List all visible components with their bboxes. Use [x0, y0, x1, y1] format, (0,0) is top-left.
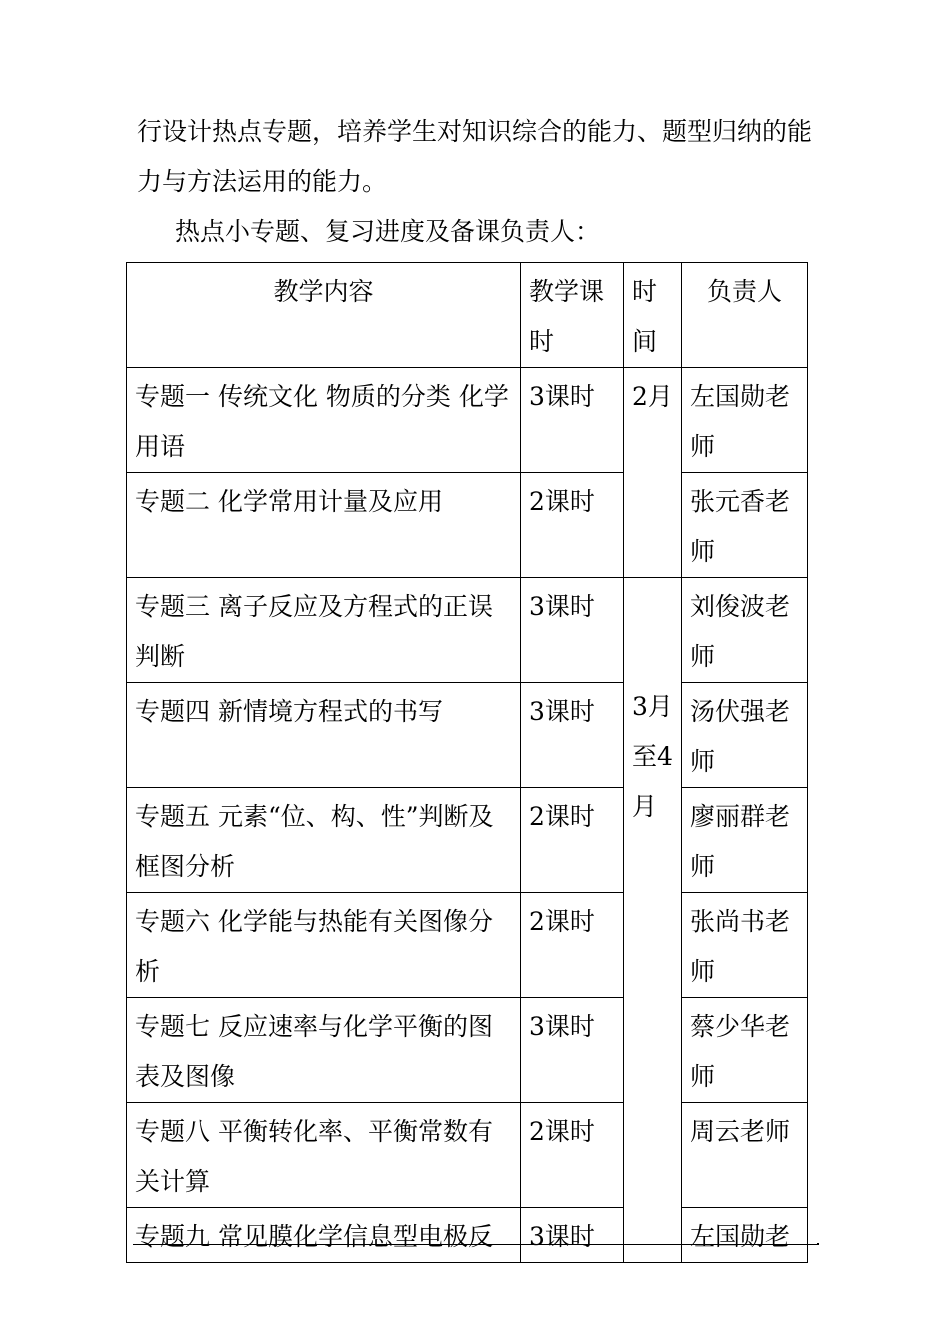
table-row [127, 578, 808, 683]
row-content: 专题七 反应速率与化学平衡的图表及图像 [127, 998, 521, 1103]
header-time: 时间 [624, 263, 682, 368]
row-hours: 2课时 [521, 893, 624, 998]
header-content: 教学内容 [127, 263, 521, 368]
header-hours: 教学课时 [521, 263, 624, 368]
row-content: 专题五 元素“位、构、性”判断及框图分析 [127, 788, 521, 893]
row-hours: 2课时 [521, 473, 624, 578]
header-owner: 负责人 [682, 263, 808, 368]
table-row [127, 998, 808, 1103]
table-row [127, 1208, 808, 1263]
row-owner: 周云老师 [682, 1103, 808, 1208]
row-hours: 3课时 [521, 683, 624, 788]
row-content: 专题八 平衡转化率、平衡常数有关计算 [127, 1103, 521, 1208]
row-owner: 左国勋老师 [682, 368, 808, 473]
table-row [127, 473, 808, 578]
row-hours: 3课时 [521, 578, 624, 683]
row-content: 专题一 传统文化 物质的分类 化学用语 [127, 368, 521, 473]
body-paragraph-line-1: 行设计热点专题，培养学生对知识综合的能力、题型归纳的能 [137, 117, 813, 146]
row-hours: 3课时 [521, 368, 624, 473]
table-intro-text: 热点小专题、复习进度及备课负责人： [175, 217, 601, 246]
row-owner: 汤伏强老师 [682, 683, 808, 788]
row-owner: 蔡少华老师 [682, 998, 808, 1103]
row-hours: 3课时 [521, 1208, 624, 1263]
row-owner: 左国勋老 [682, 1208, 808, 1263]
time-group-mar-apr: 3月至4月 [624, 578, 682, 1263]
row-content: 专题四 新情境方程式的书写 [127, 683, 521, 788]
row-content: 专题九 常见膜化学信息型电极反 [127, 1208, 521, 1263]
time-group-feb: 2月 [624, 368, 682, 578]
row-content: 专题三 离子反应及方程式的正误判断 [127, 578, 521, 683]
row-owner: 廖丽群老师 [682, 788, 808, 893]
table-row [127, 893, 808, 998]
table-row [127, 788, 808, 893]
table-row [127, 683, 808, 788]
row-content: 专题二 化学常用计量及应用 [127, 473, 521, 578]
footer-mark [817, 1243, 819, 1245]
row-owner: 张元香老师 [682, 473, 808, 578]
table-row [127, 368, 808, 473]
row-owner: 刘俊波老师 [682, 578, 808, 683]
row-hours: 2课时 [521, 788, 624, 893]
row-content: 专题六 化学能与热能有关图像分析 [127, 893, 521, 998]
table-header-row [127, 263, 808, 368]
row-owner: 张尚书老师 [682, 893, 808, 998]
table-row [127, 1103, 808, 1208]
row-hours: 3课时 [521, 998, 624, 1103]
row-hours: 2课时 [521, 1103, 624, 1208]
body-paragraph-line-2: 力与方法运用的能力。 [137, 167, 388, 196]
footer-rule [133, 1244, 819, 1245]
schedule-table [126, 262, 808, 1263]
